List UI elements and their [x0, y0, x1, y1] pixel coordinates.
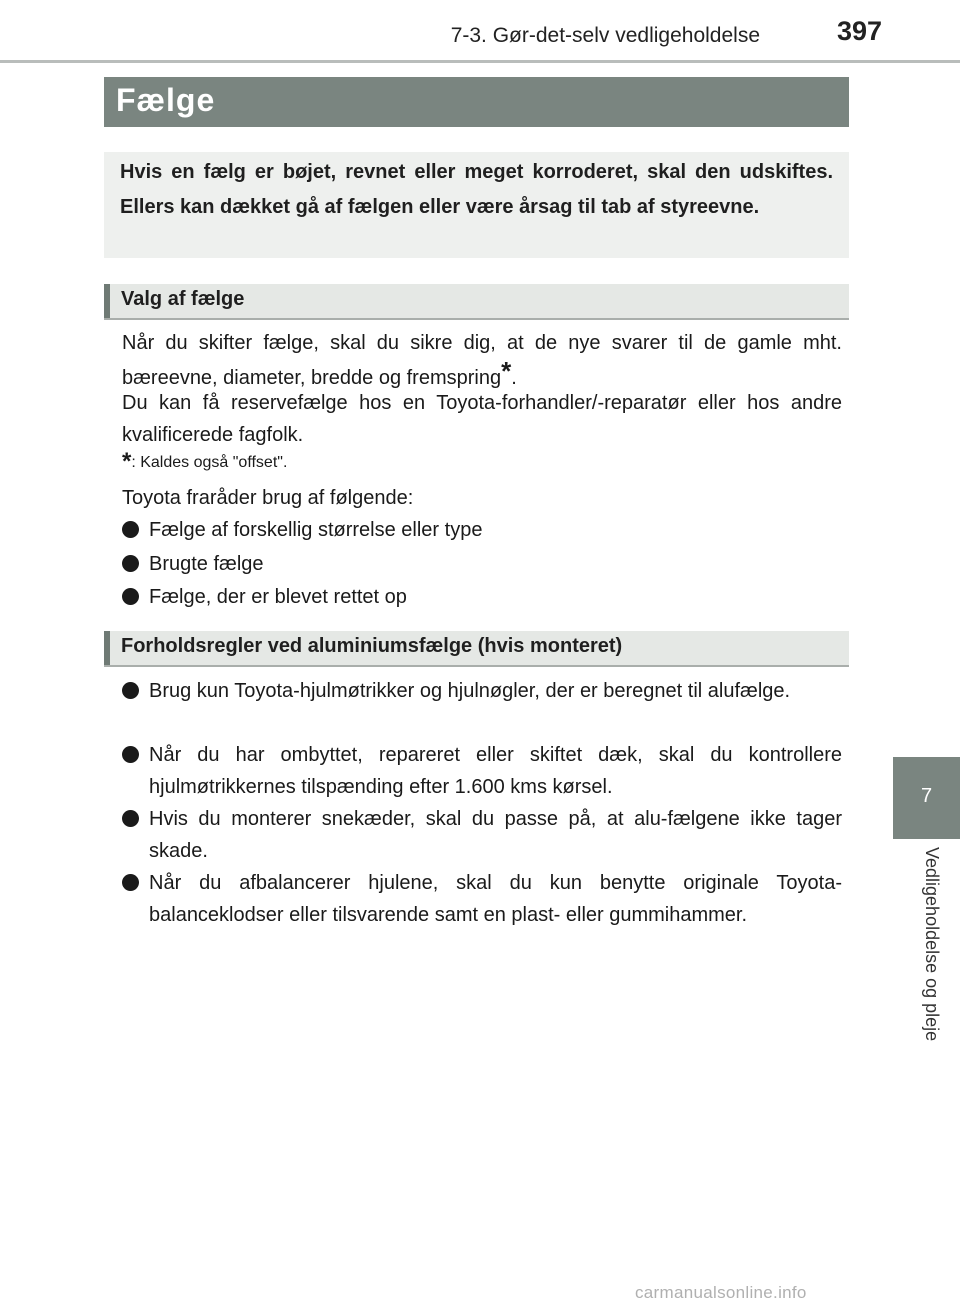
watermark: carmanualsonline.info — [635, 1283, 807, 1302]
page-title: Fælge — [116, 82, 216, 118]
bullet-icon — [122, 746, 139, 763]
chapter-label: Vedligeholdelse og pleje — [922, 847, 942, 1042]
intro-box: Hvis en fælg er bøjet, revnet eller meget korroderet, skal den udskiftes. Ellers kan dækket gå af fælgen eller være årsag til tab af styreevne. — [104, 152, 849, 258]
footnote-asterisk: * — [122, 448, 132, 475]
section-heading: Forholdsregler ved aluminiumsfælge (hvis monteret) — [121, 635, 623, 657]
bullet-icon — [122, 555, 139, 572]
list-item — [122, 514, 842, 546]
asterisk-marker: * — [501, 356, 512, 386]
list-item-text: Brug kun Toyota-hjulmøtrikker og hjulnøgler, der er beregnet til alufælge. — [149, 680, 791, 702]
title-bar — [104, 77, 849, 127]
list-item — [122, 803, 842, 867]
bullet-icon — [122, 588, 139, 605]
paragraph-end: . — [511, 367, 517, 389]
running-header: 7-3. Gør-det-selv vedligeholdelse — [450, 24, 760, 47]
section-marker — [104, 631, 110, 665]
bullet-icon — [122, 874, 139, 891]
list-item-text: Hvis du monterer snekæder, skal du passe på, at alu-fælgene ikke tager skade. — [149, 808, 842, 862]
footnote — [122, 446, 842, 474]
section-heading: Valg af fælge — [121, 288, 245, 310]
header-divider — [0, 60, 960, 63]
list-item — [122, 675, 842, 707]
list-item — [122, 867, 842, 931]
section-header-valg — [104, 284, 849, 320]
list-item-text: Fælge af forskellig størrelse eller type — [149, 519, 483, 541]
list-item — [122, 548, 842, 580]
section-header-aluminium — [104, 631, 849, 667]
bullet-icon — [122, 810, 139, 827]
paragraph-text: Når du skifter fælge, skal du sikre dig, at de nye svarer til de gamle mht. bæreevne, diameter, bredde og fremspring — [122, 332, 842, 389]
list-intro: Toyota fraråder brug af følgende: — [122, 487, 414, 509]
list-item-text: Når du afbalancerer hjulene, skal du kun benytte originale Toyota-balanceklodser eller tilsvarende samt en plast- eller gummihammer. — [149, 872, 842, 926]
list-item-text: Når du har ombyttet, repareret eller skiftet dæk, skal du kontrollere hjulmøtrikkernes tilspænding efter 1.600 kms kørsel. — [149, 744, 842, 798]
list-item-text: Fælge, der er blevet rettet op — [149, 586, 407, 608]
bullet-icon — [122, 521, 139, 538]
paragraph-requirements — [122, 327, 842, 394]
section-marker — [104, 284, 110, 318]
footnote-text: : Kaldes også "offset". — [131, 454, 288, 471]
bullet-icon — [122, 682, 139, 699]
list-item — [122, 581, 842, 613]
list-item — [122, 739, 842, 803]
paragraph-dealer: Du kan få reservefælge hos en Toyota-forhandler/-reparatør eller hos andre kvalificerede fagfolk. — [122, 392, 842, 446]
list-item-text: Brugte fælge — [149, 553, 264, 575]
page-number: 397 — [836, 16, 882, 46]
chapter-tab: 7 — [893, 757, 960, 839]
